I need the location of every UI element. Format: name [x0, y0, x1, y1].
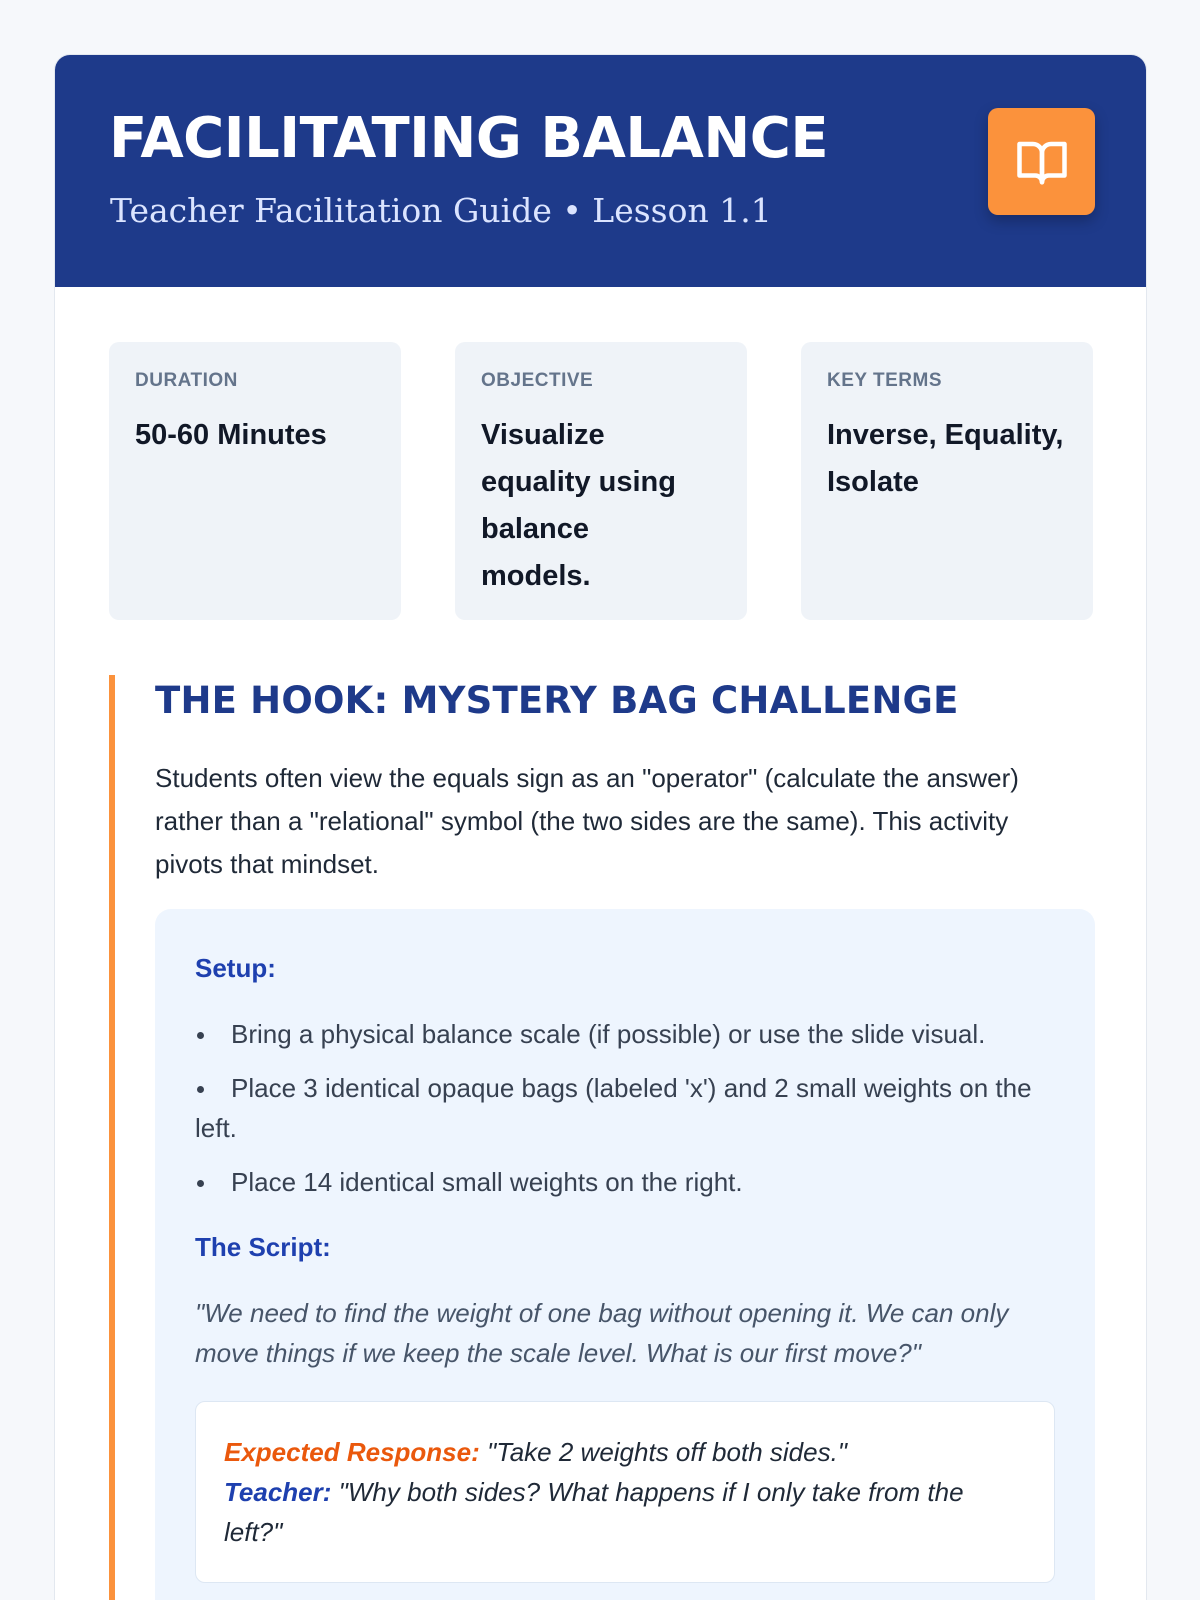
- stat-label: DURATION: [135, 370, 238, 391]
- list-item: Bring a physical balance scale (if possible) or use the slide visual.: [195, 1014, 1055, 1054]
- list-item: Place 3 identical opaque bags (labeled 'x') and 2 small weights on the left.: [195, 1068, 1055, 1148]
- list-item: Place 14 identical small weights on the right.: [195, 1162, 1055, 1202]
- guide-header: [55, 55, 1146, 287]
- expected-response-label: Expected Response:: [224, 1437, 480, 1467]
- stat-label: KEY TERMS: [827, 370, 943, 391]
- lesson-stats: [109, 342, 1093, 620]
- stat-label: OBJECTIVE: [481, 370, 594, 391]
- expected-response-text: "Take 2 weights off both sides.": [486, 1437, 848, 1467]
- stat-objective: [455, 342, 747, 620]
- page-subtitle: Teacher Facilitation Guide • Lesson 1.1: [110, 191, 772, 230]
- script-heading: The Script:: [195, 1232, 331, 1262]
- hook-section: [109, 675, 1094, 1600]
- response-box: [195, 1401, 1055, 1583]
- teacher-label: Teacher:: [224, 1477, 332, 1507]
- facilitation-guide-card: [54, 54, 1147, 1600]
- stat-value: Visualize equality using balance models.: [481, 419, 676, 592]
- section-title: THE HOOK: MYSTERY BAG CHALLENGE: [155, 679, 959, 722]
- activity-box: [155, 909, 1095, 1600]
- stat-key-terms: [801, 342, 1093, 620]
- page-title: FACILITATING BALANCE: [109, 106, 829, 171]
- book-open-icon[interactable]: [988, 108, 1095, 215]
- stat-duration: [109, 342, 401, 620]
- script-quote: "We need to find the weight of one bag without opening it. We can only move things if we keep the scale level. What is our first move?": [195, 1298, 1009, 1368]
- stat-value: 50-60 Minutes: [135, 419, 327, 451]
- setup-heading: Setup:: [195, 953, 276, 983]
- setup-list: [195, 1014, 1055, 1202]
- expected-response: [224, 1432, 1026, 1472]
- section-intro: Students often view the equals sign as an "operator" (calculate the answer) rather than a "relational" symbol (the two sides are the same). This activity pivots that mindset.: [155, 763, 1019, 879]
- stat-value: Inverse, Equality, Isolate: [827, 419, 1064, 498]
- teacher-prompt: [224, 1472, 1026, 1552]
- teacher-text: "Why both sides? What happens if I only take from the left?": [224, 1477, 964, 1547]
